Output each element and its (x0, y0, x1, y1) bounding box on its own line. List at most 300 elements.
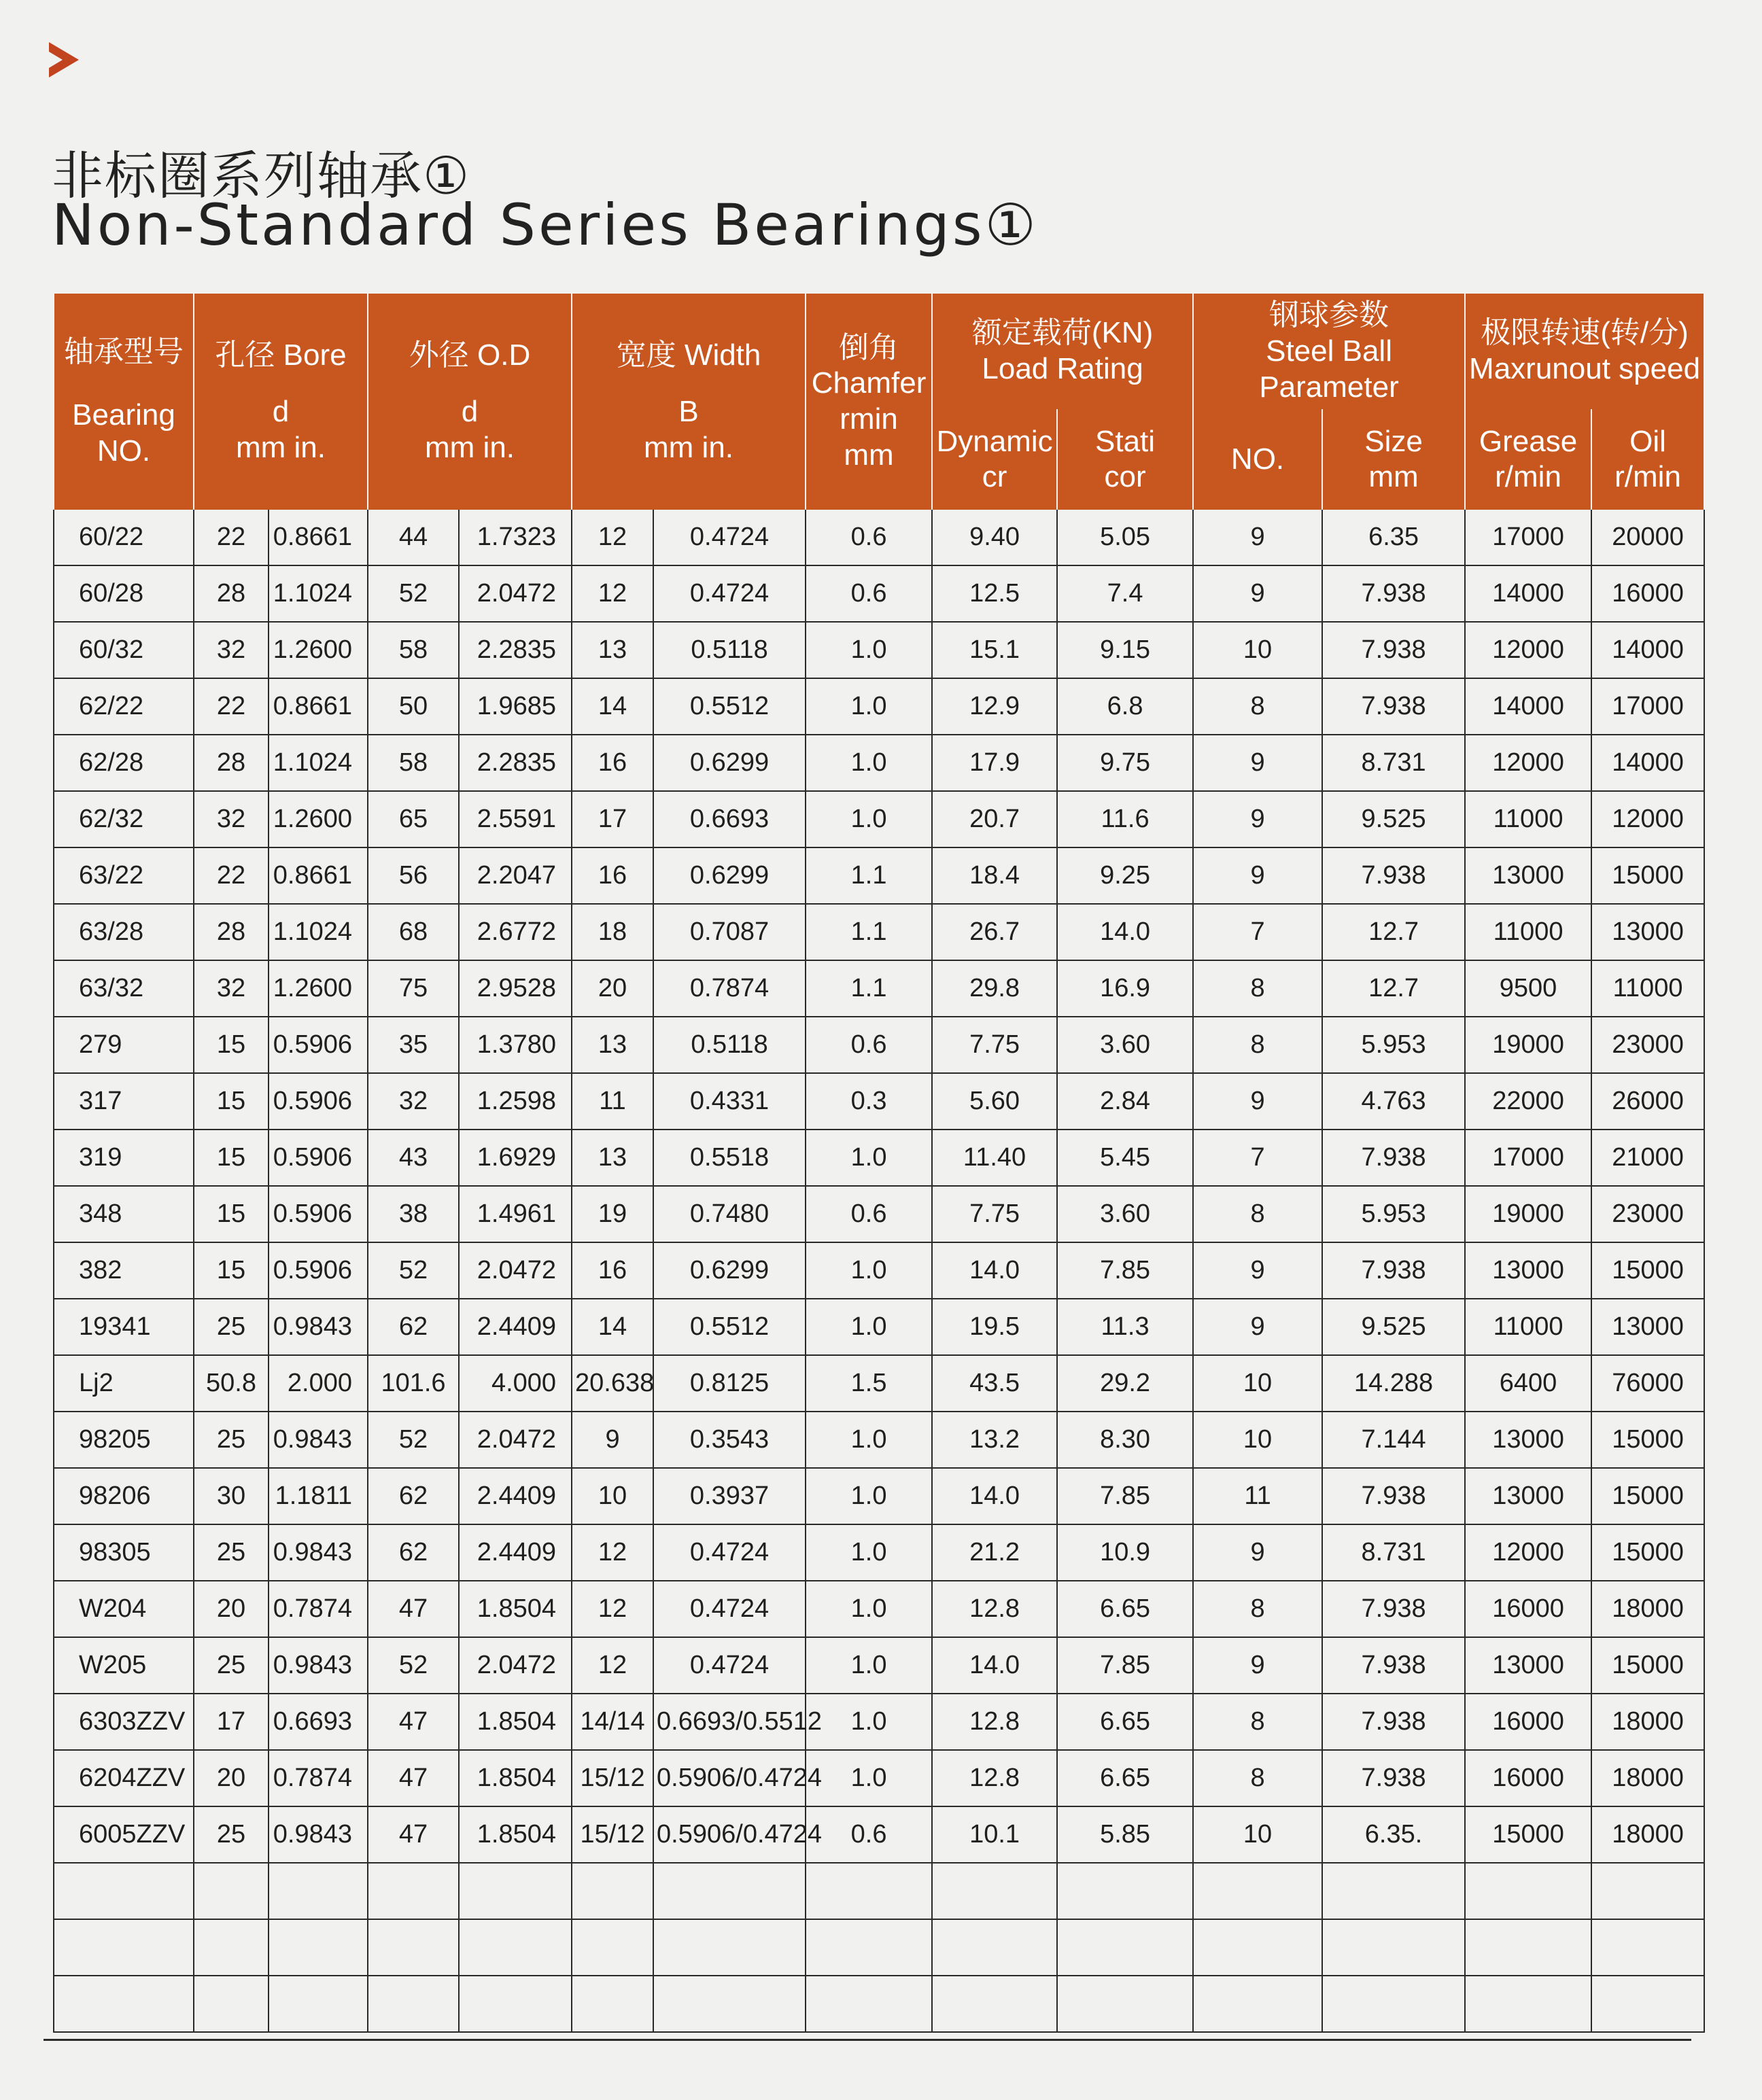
cell-grease: 22000 (1465, 1073, 1591, 1130)
cell-od-mm: 47 (368, 1750, 459, 1806)
empty-cell (932, 1919, 1057, 1976)
cell-oil: 14000 (1591, 622, 1704, 678)
cell-width-mm: 19 (572, 1186, 653, 1242)
empty-cell (1322, 1863, 1465, 1919)
cell-static: 6.8 (1057, 678, 1193, 735)
empty-row (54, 1976, 1704, 2032)
cell-width-mm: 12 (572, 510, 653, 565)
cell-od-mm: 47 (368, 1581, 459, 1637)
cell-bore-mm: 28 (194, 565, 269, 622)
cell-width-in: 0.6693 (653, 791, 806, 847)
empty-cell (1591, 1863, 1704, 1919)
bearing-table-container (53, 294, 1704, 2033)
cell-bore-mm: 28 (194, 904, 269, 960)
cell-dynamic: 11.40 (932, 1130, 1057, 1186)
cell-od-in: 2.4409 (459, 1299, 572, 1355)
header-od: 外径 O.D d mm in. (368, 294, 572, 510)
cell-bore-in: 0.9843 (269, 1637, 368, 1694)
table-row (54, 1750, 1704, 1806)
cell-od-mm: 62 (368, 1524, 459, 1581)
cell-oil: 13000 (1591, 1299, 1704, 1355)
cell-oil: 13000 (1591, 904, 1704, 960)
cell-grease: 16000 (1465, 1750, 1591, 1806)
cell-ball-size: 6.35 (1322, 510, 1465, 565)
cell-width-in: 0.8125 (653, 1355, 806, 1412)
header-ball-size: Size mm (1322, 409, 1465, 510)
cell-chamfer: 1.1 (806, 904, 932, 960)
cell-grease: 11000 (1465, 791, 1591, 847)
cell-bore-in: 0.6693 (269, 1694, 368, 1750)
cell-od-in: 2.0472 (459, 1412, 572, 1468)
cell-ball-no: 8 (1193, 1581, 1322, 1637)
cell-bore-in: 0.7874 (269, 1581, 368, 1637)
cell-static: 9.15 (1057, 622, 1193, 678)
table-row (54, 1073, 1704, 1130)
page-title-cn: 非标圈系列轴承① (52, 145, 471, 206)
cell-chamfer: 1.1 (806, 847, 932, 904)
cell-od-mm: 52 (368, 1412, 459, 1468)
table-row (54, 1299, 1704, 1355)
cell-bore-in: 1.1024 (269, 904, 368, 960)
empty-cell (572, 1863, 653, 1919)
cell-oil: 18000 (1591, 1750, 1704, 1806)
cell-ball-no: 8 (1193, 1186, 1322, 1242)
cell-bearing-no: 19341 (54, 1299, 194, 1355)
cell-bore-mm: 15 (194, 1186, 269, 1242)
cell-ball-no: 8 (1193, 678, 1322, 735)
cell-ball-no: 9 (1193, 565, 1322, 622)
cell-od-in: 2.0472 (459, 1637, 572, 1694)
cell-bore-mm: 32 (194, 960, 269, 1017)
cell-chamfer: 1.0 (806, 791, 932, 847)
section-arrow-icon (49, 42, 79, 77)
cell-oil: 15000 (1591, 1637, 1704, 1694)
empty-cell (1193, 1976, 1322, 2032)
cell-bearing-no: 98305 (54, 1524, 194, 1581)
cell-bearing-no: 63/32 (54, 960, 194, 1017)
cell-bearing-no: 98205 (54, 1412, 194, 1468)
cell-bore-mm: 25 (194, 1299, 269, 1355)
cell-oil: 15000 (1591, 1242, 1704, 1299)
cell-width-in: 0.3543 (653, 1412, 806, 1468)
cell-bearing-no: 98206 (54, 1468, 194, 1524)
cell-bearing-no: 6204ZZV (54, 1750, 194, 1806)
cell-static: 5.05 (1057, 510, 1193, 565)
cell-od-mm: 58 (368, 735, 459, 791)
cell-ball-no: 8 (1193, 960, 1322, 1017)
table-row (54, 1017, 1704, 1073)
empty-cell (1057, 1919, 1193, 1976)
cell-width-in: 0.5118 (653, 1017, 806, 1073)
cell-dynamic: 14.0 (932, 1242, 1057, 1299)
cell-od-in: 2.4409 (459, 1468, 572, 1524)
cell-bore-mm: 22 (194, 510, 269, 565)
cell-ball-no: 9 (1193, 1242, 1322, 1299)
cell-ball-size: 7.938 (1322, 565, 1465, 622)
cell-ball-no: 10 (1193, 1412, 1322, 1468)
cell-od-mm: 47 (368, 1806, 459, 1863)
empty-cell (653, 1976, 806, 2032)
empty-cell (932, 1976, 1057, 2032)
cell-static: 3.60 (1057, 1017, 1193, 1073)
cell-bore-in: 0.9843 (269, 1524, 368, 1581)
cell-ball-no: 10 (1193, 1355, 1322, 1412)
cell-od-in: 4.000 (459, 1355, 572, 1412)
cell-oil: 12000 (1591, 791, 1704, 847)
cell-od-mm: 58 (368, 622, 459, 678)
cell-grease: 19000 (1465, 1186, 1591, 1242)
header-static: Stati cor (1057, 409, 1193, 510)
cell-od-mm: 44 (368, 510, 459, 565)
cell-bearing-no: W204 (54, 1581, 194, 1637)
cell-width-in: 0.6693/0.5512 (653, 1694, 806, 1750)
header-max-speed: 极限转速(转/分) Maxrunout speed (1465, 294, 1704, 409)
cell-static: 2.84 (1057, 1073, 1193, 1130)
cell-static: 11.6 (1057, 791, 1193, 847)
cell-ball-size: 4.763 (1322, 1073, 1465, 1130)
cell-chamfer: 1.0 (806, 1242, 932, 1299)
cell-grease: 14000 (1465, 678, 1591, 735)
header-ball-no: NO. (1193, 409, 1322, 510)
cell-bore-in: 0.5906 (269, 1017, 368, 1073)
cell-static: 7.85 (1057, 1637, 1193, 1694)
cell-bore-in: 0.5906 (269, 1242, 368, 1299)
cell-static: 5.45 (1057, 1130, 1193, 1186)
cell-oil: 15000 (1591, 1524, 1704, 1581)
empty-cell (653, 1919, 806, 1976)
cell-ball-no: 7 (1193, 1130, 1322, 1186)
cell-grease: 12000 (1465, 622, 1591, 678)
empty-cell (1465, 1919, 1591, 1976)
cell-oil: 15000 (1591, 1412, 1704, 1468)
cell-chamfer: 1.0 (806, 1299, 932, 1355)
cell-od-mm: 62 (368, 1468, 459, 1524)
cell-dynamic: 17.9 (932, 735, 1057, 791)
cell-grease: 13000 (1465, 1242, 1591, 1299)
cell-dynamic: 7.75 (932, 1186, 1057, 1242)
cell-ball-no: 9 (1193, 1073, 1322, 1130)
cell-ball-no: 9 (1193, 1299, 1322, 1355)
cell-chamfer: 0.6 (806, 1017, 932, 1073)
cell-od-mm: 43 (368, 1130, 459, 1186)
cell-oil: 14000 (1591, 735, 1704, 791)
table-row (54, 1637, 1704, 1694)
cell-bearing-no: 62/32 (54, 791, 194, 847)
cell-bore-mm: 25 (194, 1637, 269, 1694)
cell-width-in: 0.3937 (653, 1468, 806, 1524)
table-row (54, 1130, 1704, 1186)
cell-bearing-no: 348 (54, 1186, 194, 1242)
cell-grease: 16000 (1465, 1581, 1591, 1637)
cell-bearing-no: 62/28 (54, 735, 194, 791)
cell-chamfer: 1.1 (806, 960, 932, 1017)
cell-bore-in: 0.5906 (269, 1130, 368, 1186)
cell-bore-in: 0.9843 (269, 1299, 368, 1355)
cell-grease: 16000 (1465, 1694, 1591, 1750)
cell-dynamic: 5.60 (932, 1073, 1057, 1130)
cell-grease: 13000 (1465, 847, 1591, 904)
cell-bore-mm: 15 (194, 1017, 269, 1073)
cell-chamfer: 0.6 (806, 510, 932, 565)
empty-cell (368, 1863, 459, 1919)
cell-width-in: 0.5518 (653, 1130, 806, 1186)
cell-width-mm: 16 (572, 735, 653, 791)
cell-od-in: 2.4409 (459, 1524, 572, 1581)
cell-ball-no: 9 (1193, 735, 1322, 791)
cell-ball-size: 14.288 (1322, 1355, 1465, 1412)
cell-bore-mm: 25 (194, 1806, 269, 1863)
cell-oil: 23000 (1591, 1017, 1704, 1073)
cell-width-in: 0.5118 (653, 622, 806, 678)
cell-ball-size: 7.938 (1322, 1581, 1465, 1637)
cell-oil: 18000 (1591, 1806, 1704, 1863)
cell-width-in: 0.5512 (653, 1299, 806, 1355)
cell-ball-size: 5.953 (1322, 1186, 1465, 1242)
cell-grease: 12000 (1465, 735, 1591, 791)
cell-static: 9.75 (1057, 735, 1193, 791)
cell-ball-size: 9.525 (1322, 791, 1465, 847)
cell-oil: 21000 (1591, 1130, 1704, 1186)
cell-ball-size: 7.938 (1322, 678, 1465, 735)
cell-width-in: 0.4724 (653, 1637, 806, 1694)
cell-ball-size: 8.731 (1322, 735, 1465, 791)
cell-dynamic: 26.7 (932, 904, 1057, 960)
table-row (54, 1242, 1704, 1299)
table-row (54, 1524, 1704, 1581)
cell-bore-mm: 32 (194, 791, 269, 847)
table-row (54, 1355, 1704, 1412)
cell-width-mm: 12 (572, 565, 653, 622)
cell-od-in: 2.2835 (459, 622, 572, 678)
table-row (54, 1468, 1704, 1524)
cell-ball-size: 9.525 (1322, 1299, 1465, 1355)
cell-bore-mm: 15 (194, 1130, 269, 1186)
empty-cell (54, 1919, 194, 1976)
cell-width-in: 0.5906/0.4724 (653, 1750, 806, 1806)
cell-dynamic: 29.8 (932, 960, 1057, 1017)
cell-width-mm: 13 (572, 1130, 653, 1186)
cell-ball-no: 9 (1193, 1524, 1322, 1581)
header-oil: Oil r/min (1591, 409, 1704, 510)
cell-width-in: 0.4331 (653, 1073, 806, 1130)
cell-chamfer: 1.0 (806, 1468, 932, 1524)
cell-bore-in: 0.5906 (269, 1073, 368, 1130)
cell-ball-no: 10 (1193, 1806, 1322, 1863)
header-bore: 孔径 Bore d mm in. (194, 294, 368, 510)
table-row (54, 1581, 1704, 1637)
cell-dynamic: 7.75 (932, 1017, 1057, 1073)
cell-static: 11.3 (1057, 1299, 1193, 1355)
cell-dynamic: 21.2 (932, 1524, 1057, 1581)
cell-static: 6.65 (1057, 1750, 1193, 1806)
cell-ball-no: 11 (1193, 1468, 1322, 1524)
cell-dynamic: 14.0 (932, 1637, 1057, 1694)
cell-chamfer: 1.0 (806, 678, 932, 735)
cell-chamfer: 1.5 (806, 1355, 932, 1412)
empty-cell (1465, 1863, 1591, 1919)
cell-bore-mm: 30 (194, 1468, 269, 1524)
cell-dynamic: 20.7 (932, 791, 1057, 847)
cell-bore-mm: 32 (194, 622, 269, 678)
cell-od-in: 1.8504 (459, 1694, 572, 1750)
cell-width-mm: 13 (572, 622, 653, 678)
cell-chamfer: 1.0 (806, 1524, 932, 1581)
cell-bearing-no: 60/32 (54, 622, 194, 678)
cell-ball-size: 12.7 (1322, 960, 1465, 1017)
empty-cell (806, 1863, 932, 1919)
cell-dynamic: 12.8 (932, 1581, 1057, 1637)
cell-bore-in: 1.1024 (269, 735, 368, 791)
empty-cell (1057, 1976, 1193, 2032)
cell-od-mm: 32 (368, 1073, 459, 1130)
cell-static: 7.4 (1057, 565, 1193, 622)
cell-grease: 13000 (1465, 1637, 1591, 1694)
cell-bore-mm: 20 (194, 1581, 269, 1637)
cell-od-in: 2.5591 (459, 791, 572, 847)
cell-bore-mm: 15 (194, 1073, 269, 1130)
empty-cell (54, 1863, 194, 1919)
cell-grease: 12000 (1465, 1524, 1591, 1581)
cell-width-in: 0.6299 (653, 735, 806, 791)
cell-static: 5.85 (1057, 1806, 1193, 1863)
cell-od-in: 2.2047 (459, 847, 572, 904)
cell-oil: 16000 (1591, 565, 1704, 622)
cell-oil: 26000 (1591, 1073, 1704, 1130)
cell-od-in: 2.0472 (459, 565, 572, 622)
cell-oil: 23000 (1591, 1186, 1704, 1242)
cell-oil: 17000 (1591, 678, 1704, 735)
cell-grease: 14000 (1465, 565, 1591, 622)
cell-width-mm: 16 (572, 847, 653, 904)
cell-dynamic: 19.5 (932, 1299, 1057, 1355)
cell-static: 6.65 (1057, 1581, 1193, 1637)
cell-bore-in: 1.2600 (269, 960, 368, 1017)
cell-ball-size: 7.938 (1322, 1750, 1465, 1806)
cell-bore-mm: 22 (194, 847, 269, 904)
cell-static: 14.0 (1057, 904, 1193, 960)
cell-od-in: 1.7323 (459, 510, 572, 565)
cell-bearing-no: W205 (54, 1637, 194, 1694)
cell-chamfer: 1.0 (806, 735, 932, 791)
cell-chamfer: 1.0 (806, 1412, 932, 1468)
cell-width-mm: 17 (572, 791, 653, 847)
cell-od-mm: 52 (368, 565, 459, 622)
cell-od-mm: 101.6 (368, 1355, 459, 1412)
cell-bore-in: 0.8661 (269, 678, 368, 735)
empty-cell (1057, 1863, 1193, 1919)
cell-width-mm: 14 (572, 678, 653, 735)
cell-ball-size: 7.938 (1322, 1694, 1465, 1750)
cell-bore-mm: 28 (194, 735, 269, 791)
cell-od-in: 2.6772 (459, 904, 572, 960)
cell-od-in: 1.8504 (459, 1750, 572, 1806)
cell-od-in: 2.0472 (459, 1242, 572, 1299)
cell-bearing-no: 62/22 (54, 678, 194, 735)
empty-cell (653, 1863, 806, 1919)
cell-bore-in: 1.1024 (269, 565, 368, 622)
cell-bore-mm: 22 (194, 678, 269, 735)
table-row (54, 678, 1704, 735)
table-row (54, 1412, 1704, 1468)
cell-bearing-no: 60/22 (54, 510, 194, 565)
page-title-en: Non-Standard Series Bearings① (52, 192, 1039, 258)
table-row (54, 735, 1704, 791)
cell-od-mm: 52 (368, 1637, 459, 1694)
cell-od-in: 2.9528 (459, 960, 572, 1017)
cell-od-in: 1.3780 (459, 1017, 572, 1073)
cell-ball-size: 5.953 (1322, 1017, 1465, 1073)
cell-width-in: 0.4724 (653, 565, 806, 622)
header-chamfer: 倒角 Chamfer rmin mm (806, 294, 932, 510)
cell-dynamic: 15.1 (932, 622, 1057, 678)
cell-dynamic: 12.8 (932, 1750, 1057, 1806)
cell-chamfer: 1.0 (806, 1750, 932, 1806)
table-row (54, 960, 1704, 1017)
cell-ball-no: 9 (1193, 791, 1322, 847)
cell-width-mm: 20 (572, 960, 653, 1017)
empty-row (54, 1863, 1704, 1919)
cell-static: 8.30 (1057, 1412, 1193, 1468)
cell-od-mm: 65 (368, 791, 459, 847)
cell-bore-in: 1.2600 (269, 791, 368, 847)
cell-od-mm: 52 (368, 1242, 459, 1299)
cell-od-mm: 75 (368, 960, 459, 1017)
empty-cell (368, 1919, 459, 1976)
cell-ball-size: 7.938 (1322, 1637, 1465, 1694)
cell-width-mm: 18 (572, 904, 653, 960)
cell-ball-size: 7.938 (1322, 847, 1465, 904)
cell-width-mm: 14 (572, 1299, 653, 1355)
empty-cell (1193, 1919, 1322, 1976)
cell-od-mm: 47 (368, 1694, 459, 1750)
cell-bore-in: 0.5906 (269, 1186, 368, 1242)
cell-width-mm: 12 (572, 1524, 653, 1581)
cell-width-in: 0.6299 (653, 847, 806, 904)
cell-ball-no: 8 (1193, 1750, 1322, 1806)
header-load-rating: 额定载荷(KN) Load Rating (932, 294, 1193, 409)
empty-row (54, 1919, 1704, 1976)
cell-bearing-no: 63/22 (54, 847, 194, 904)
header-steel-ball: 钢球参数 Steel Ball Parameter (1193, 294, 1465, 409)
cell-ball-size: 7.938 (1322, 1242, 1465, 1299)
header-dynamic: Dynamic cr (932, 409, 1057, 510)
empty-cell (194, 1976, 269, 2032)
cell-bearing-no: 319 (54, 1130, 194, 1186)
cell-dynamic: 18.4 (932, 847, 1057, 904)
cell-width-in: 0.5512 (653, 678, 806, 735)
cell-width-mm: 15/12 (572, 1806, 653, 1863)
cell-chamfer: 0.3 (806, 1073, 932, 1130)
cell-chamfer: 0.6 (806, 1186, 932, 1242)
cell-oil: 76000 (1591, 1355, 1704, 1412)
table-row (54, 565, 1704, 622)
empty-cell (269, 1863, 368, 1919)
cell-grease: 9500 (1465, 960, 1591, 1017)
cell-static: 6.65 (1057, 1694, 1193, 1750)
cell-static: 16.9 (1057, 960, 1193, 1017)
cell-oil: 15000 (1591, 1468, 1704, 1524)
bearing-spec-table (53, 294, 1705, 2033)
empty-cell (194, 1919, 269, 1976)
table-row (54, 1806, 1704, 1863)
cell-bore-mm: 25 (194, 1412, 269, 1468)
cell-chamfer: 0.6 (806, 1806, 932, 1863)
empty-cell (54, 1976, 194, 2032)
cell-od-mm: 68 (368, 904, 459, 960)
cell-chamfer: 1.0 (806, 1581, 932, 1637)
cell-chamfer: 1.0 (806, 622, 932, 678)
cell-ball-size: 12.7 (1322, 904, 1465, 960)
